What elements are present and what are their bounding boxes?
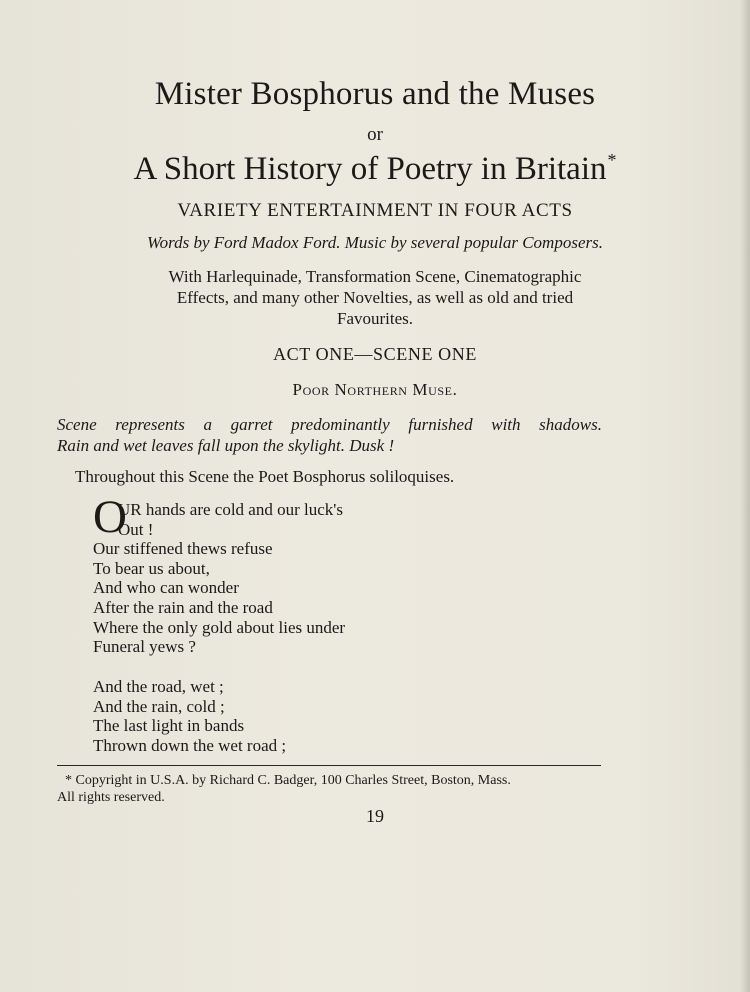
page-number: 19 [366,806,384,826]
poem-line: Thrown down the wet road ; [93,735,287,755]
title-conjunction: or [367,124,383,145]
footnote-rule [57,765,601,766]
poem-line: And the rain, cold ; [93,696,225,716]
page-subtitle [0,150,750,188]
features-line: Favourites. [336,309,414,328]
features-line: Effects, and many other Novelties, as well as old and tried [176,288,574,307]
footnote-marker: * [607,150,617,170]
poem-line: Out ! [118,519,154,539]
features-line: With Harlequinade, Transformation Scene, Cinematographic [168,267,582,286]
act-heading: ACT ONE—SCENE ONE [273,344,477,364]
scene-title [0,380,750,400]
genre-line: VARIETY ENTERTAINMENT IN FOUR ACTS [177,200,573,221]
page-title: Mister Bosphorus and the Muses [154,76,596,112]
footnote [57,772,602,806]
drop-cap: O [93,491,127,543]
poem-line: Funeral yews ? [93,637,196,657]
stage-direction: Throughout this Scene the Poet Bosphorus soliloquises. [75,467,455,486]
footnote-line: * Copyright in U.S.A. by Richard C. Badger, 100 Charles Street, Boston, Mass. [65,773,511,788]
footnote-line: All rights reserved. [57,790,165,805]
features-paragraph [0,266,750,329]
scene-description [57,414,602,456]
poem-line: UR hands are cold and our luck's [118,500,343,519]
poem-line: And who can wonder [93,578,239,598]
page-edge-shadow [740,0,750,992]
poem-line: And the road, wet ; [93,677,224,696]
poem-stanza-2 [93,677,286,755]
scene-description-line: Scene represents a garret predominantly furnished with shadows. [57,415,602,434]
credits-line: Words by Ford Madox Ford. Music by several popular Composers. [147,233,603,252]
poem-line: After the rain and the road [93,597,273,617]
poem-line: Our stiffened thews refuse [93,539,273,559]
poem-line: To bear us about, [93,558,210,578]
poem-line: Where the only gold about lies under [93,617,346,637]
poem-line: The last light in bands [93,716,245,736]
scene-description-line: Rain and wet leaves fall upon the skylight. Dusk ! [57,436,395,455]
poem-stanza-1 [93,500,345,657]
scene-title-text: Poor Northern Muse. [292,380,458,399]
subtitle-text: A Short History of Poetry in Britain [133,151,607,187]
